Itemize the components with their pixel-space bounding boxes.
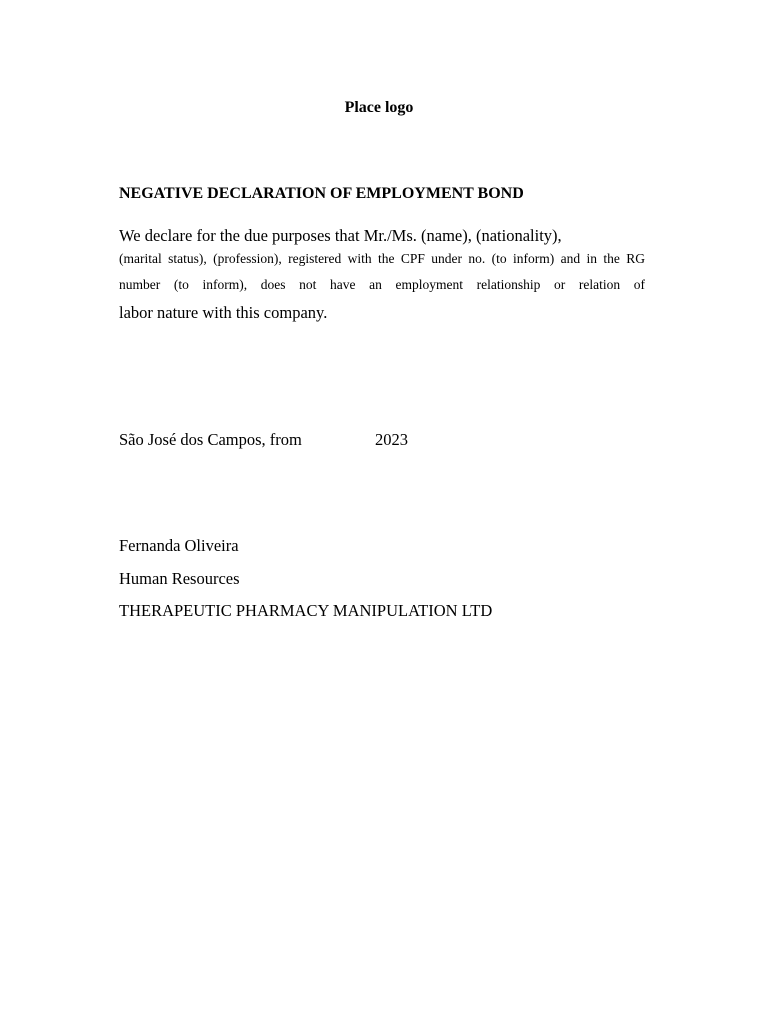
date-year: 2023 — [375, 430, 408, 449]
document-title: NEGATIVE DECLARATION OF EMPLOYMENT BOND — [119, 185, 524, 202]
body-line-4: labor nature with this company. — [119, 303, 328, 322]
company-name: THERAPEUTIC PHARMACY MANIPULATION LTD — [119, 601, 493, 620]
body-line-1: We declare for the due purposes that Mr./Ms. (name), (nationality), — [119, 226, 562, 245]
body-line-2: (marital status), (profession), registered with the CPF under no. (to inform) and in the RG — [119, 251, 645, 266]
body-line-3: number (to inform), does not have an employment relationship or relation of — [119, 277, 645, 292]
signatory-name: Fernanda Oliveira — [119, 536, 239, 555]
place-date-text: São José dos Campos, from — [119, 430, 302, 449]
signatory-department: Human Resources — [119, 569, 240, 588]
logo-placeholder: Place logo — [344, 99, 414, 116]
